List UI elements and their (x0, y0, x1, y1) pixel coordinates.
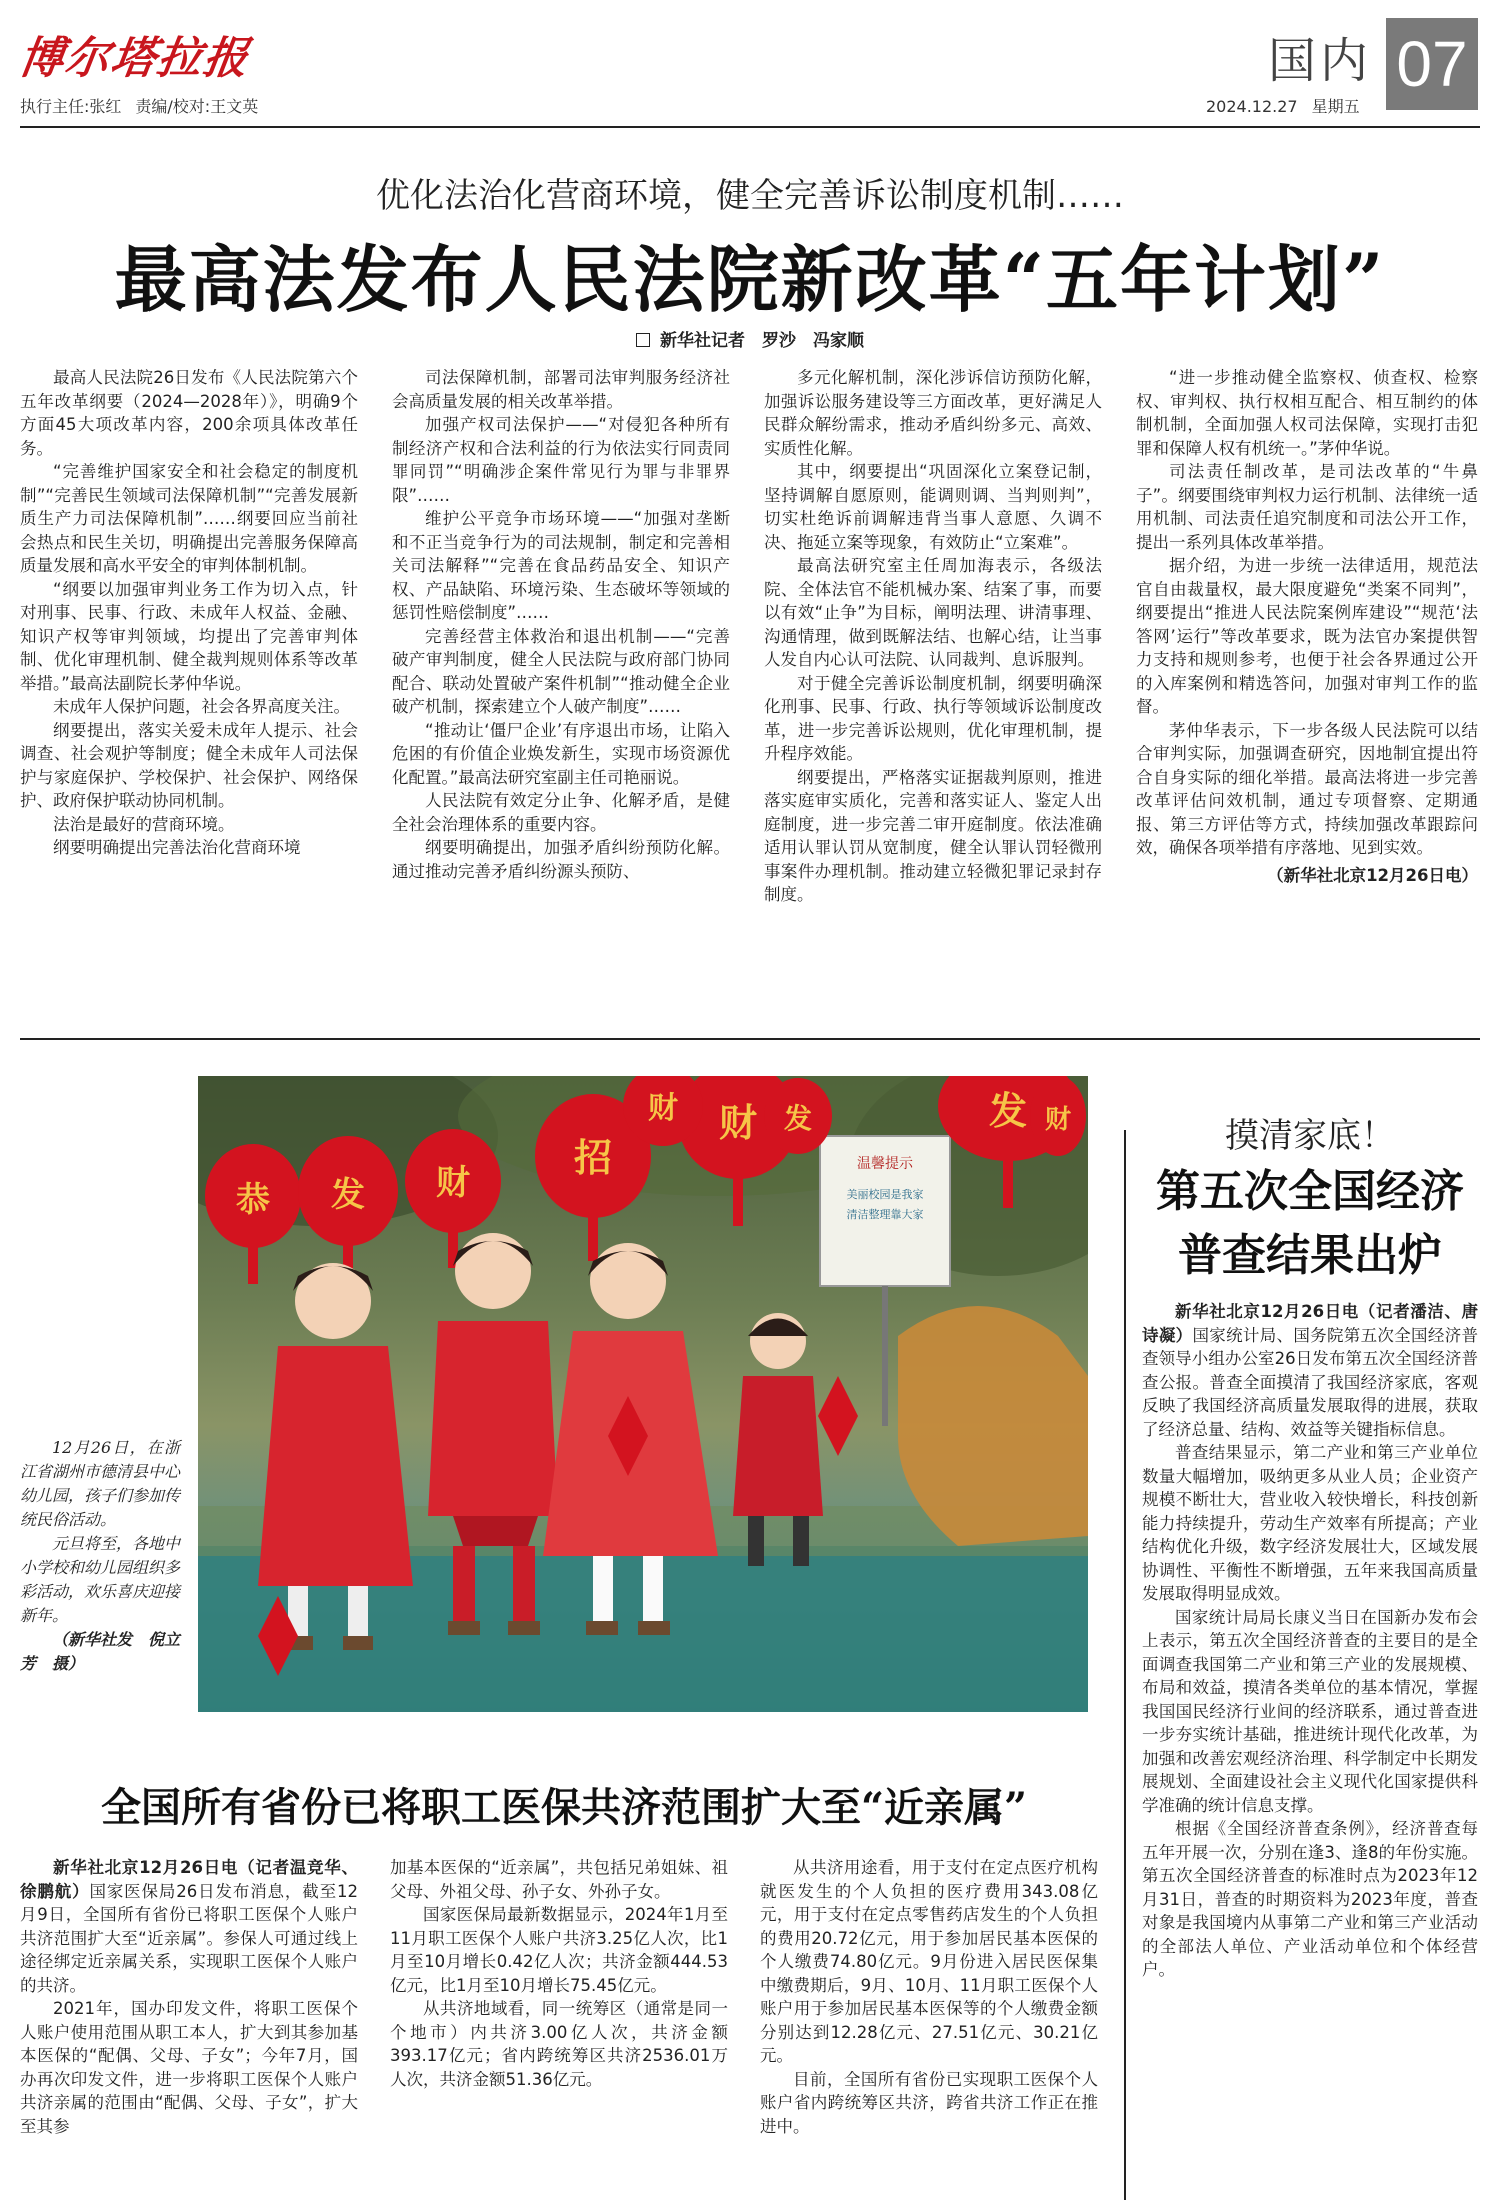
paragraph: 未成年人保护问题，社会各界高度关注。 (53, 697, 350, 716)
editor-credit: 责编/校对:王文英 (135, 97, 259, 116)
paragraph: 司法责任制改革，是司法改革的“牛鼻子”。纲要围绕审判权力运行机制、法律统一适用机制、司法责任追究制度和司法公开工作，提出一系列具体改革举措。 (1136, 462, 1478, 552)
paragraph: 目前，全国所有省份已实现职工医保个人账户省内跨统筹区共济，跨省共济工作正在推进中。 (760, 2069, 1098, 2136)
story3-headline: 第五次全国经济普查结果出炉 (1156, 1166, 1464, 1281)
editor-credit: 执行主任:张红 (20, 97, 122, 116)
paragraph: 纲要提出，严格落实证据裁判原则，推进落实庭审实质化，完善和落实证人、鉴定人出庭制度，进一步完善二审开庭制度。依法准确适用认罪认罚从宽制度，健全认罪认罚轻微刑事案件办理机制。推动建立轻微犯罪记录封存制度。 (764, 767, 1102, 904)
photo-credit: （新华社发 倪立芳 摄） (20, 1630, 181, 1673)
caption-text: 12月26日，在浙江省湖州市德清县中心幼儿园，孩子们参加传统民俗活动。 (20, 1438, 181, 1529)
paragraph: 加强产权司法保护——“对侵犯各种所有制经济产权和合法利益的行为依法实行同责同罪同罚”“明确涉企案件常见行为罪与非罪界限”…… (392, 415, 730, 505)
paragraph-text: 国家统计局、国务院第五次全国经济普查领导小组办公室26日发布第五次全国经济普查公报。普查全面摸清了我国经济家底，客观反映了我国经济高质量发展取得的进展，获取了经济总量、结构、效益等关键指标信息。 (1142, 1325, 1478, 1439)
paragraph: 国家医保局最新数据显示，2024年1月至11月职工医保个人账户共济3.25亿人次，比1月至10月增长0.42亿人次；共济金额444.53亿元，比1月至10月增长75.45亿元。 (390, 1905, 728, 1995)
lantern-character: 财 (436, 1163, 470, 1203)
lantern-character: 发 (988, 1088, 1028, 1133)
paragraph-text: 国家医保局26日发布消息，截至12月9日，全国所有省份已将职工医保个人账户共济范围扩大至“近亲属”。参保人可通过线上途径绑定近亲属关系，实现职工医保个人账户的共济。 (20, 1881, 358, 1995)
lead-column-2 (392, 366, 730, 1016)
lantern-character: 财 (648, 1091, 678, 1126)
lead-byline (0, 326, 1500, 351)
editor-credits (20, 94, 258, 117)
lantern-character: 恭 (236, 1180, 270, 1220)
paragraph: 加基本医保的“近亲属”，共包括兄弟姐妹、祖父母、外祖父母、孙子女、外孙子女。 (390, 1858, 728, 1901)
page-number: 07 (1386, 18, 1478, 110)
paragraph: 茅仲华表示，下一步各级人民法院可以结合审判实际，加强调查研究，因地制宜提出符合自身实际的细化举措。最高法将进一步完善改革评估问效机制，通过专项督察、定期通报、第三方评估等方式，持续加强改革跟踪问效，确保各项举措有序落地、见到实效。 (1136, 720, 1478, 857)
story2-headline: 全国所有省份已将职工医保共济范围扩大至“近亲属” (100, 1784, 1027, 1831)
news-photo (198, 1076, 1088, 1712)
paragraph: 多元化解机制，深化涉诉信访预防化解，加强诉讼服务建设等三方面改革，更好满足人民群众解纷需求，推动矛盾纠纷多元、高效、实质性化解。 (764, 368, 1102, 458)
column-divider (1124, 1130, 1126, 2200)
paragraph: “完善维护国家安全和社会稳定的制度机制”“完善民生领域司法保障机制”“完善发展新质生产力司法保障机制”……纲要回应当前社会热点和民生关切，明确提出完善服务保障高质量发展和高水平安全的审判体制机制。 (20, 462, 358, 575)
issue-date (1206, 94, 1360, 117)
masthead-divider (20, 126, 1480, 128)
paragraph: 人民法院有效定分止争、化解矛盾，是健全社会治理体系的重要内容。 (392, 791, 730, 834)
paragraph: “进一步推动健全监察权、侦查权、检察权、审判权、执行权相互配合、相互制约的体制机制，全面加强人权司法保障，实现打击犯罪和保障人权有机统一。”茅仲华说。 (1136, 368, 1478, 458)
byline-box-icon (636, 333, 650, 347)
paragraph: 据介绍，为进一步统一法律适用，规范法官自由裁量权，最大限度避免“类案不同判”，纲要提出“推进人民法院案例库建设”“规范‘法答网’运行”等改革要求，既为法官办案提供智力支持和规则参考，也便于社会各界通过公开的入库案例和精选答问，加强对审判工作的监督。 (1136, 556, 1478, 716)
photo-caption (20, 1436, 180, 1676)
weekday: 星期五 (1311, 97, 1360, 116)
sign-title: 温馨提示 (857, 1156, 913, 1172)
paragraph: 根据《全国经济普查条例》，经济普查每五年开展一次，分别在逢3、逢8的年份实施。第五次全国经济普查的标准时点为2023年12月31日，普查的时期资料为2023年度，普查对象是我国境内从事第二产业和第三产业活动的全部法人单位、产业活动单位和个体经营户。 (1142, 1819, 1478, 1979)
lantern (1030, 1076, 1086, 1156)
paragraph: 从共济用途看，用于支付在定点医疗机构就医发生的个人负担的医疗费用343.08亿元，用于支付在定点零售药店发生的个人负担的费用20.72亿元，用于参加居民基本医保的个人缴费74.80亿元。9月份进入居民医保集中缴费期后，9月、10月、11月职工医保个人账户用于参加居民基本医保等的个人缴费金额分别达到12.28亿元、27.51亿元、30.21亿元。 (760, 1858, 1098, 2065)
lantern (764, 1078, 832, 1154)
byline-text: 新华社记者 罗沙 冯家顺 (660, 331, 864, 351)
paragraph: “推动让‘僵尸企业’有序退出市场，让陷入危困的有价值企业焕发新生，实现市场资源优化配置。”最高法研究室副主任司艳丽说。 (392, 720, 730, 787)
caption-text: 元旦将至，各地中小学校和幼儿园组织多彩活动，欢乐喜庆迎接新年。 (20, 1534, 181, 1625)
paragraph: 普查结果显示，第二产业和第三产业单位数量大幅增加，吸纳更多从业人员；企业资产规模不断壮大，营业收入较快增长，科技创新能力持续提升，劳动生产效率有所提高；产业结构优化升级，数字经济发展壮大，区域发展协调性、平衡性不断增强，五年来我国高质量发展取得明显成效。 (1142, 1443, 1478, 1603)
paragraph: 完善经营主体救治和退出机制——“完善破产审判制度，健全人民法院与政府部门协同配合、联动处置破产案件机制”“推动健全企业破产机制，探索建立个人破产制度”…… (392, 626, 730, 716)
story2-column-2 (390, 1856, 728, 2196)
paragraph: 维护公平竞争市场环境——“加强对垄断和不正当竞争行为的司法规制，制定和完善相关司法解释”“完善在食品药品安全、知识产权、产品缺陷、环境污染、生态破坏等领域的惩罚性赔偿制度”…… (392, 509, 730, 622)
paragraph: 从共济地域看，同一统筹区（通常是同一个地市）内共济3.00亿人次，共济金额393.17亿元；省内跨统筹区共济2536.01万人次，共济金额51.36亿元。 (390, 1999, 728, 2089)
lead-column-3 (764, 366, 1102, 1016)
newspaper-logo: 博尔塔拉报 (15, 33, 253, 84)
dateline: 新华社北京12月26日电（记者潘洁、唐诗凝） (1142, 1302, 1478, 1345)
photo-illustration (198, 1076, 1088, 1712)
paragraph: “纲要以加强审判业务工作为切入点，针对刑事、民事、行政、未成年人权益、金融、知识产权等审判领域，均提出了完善审判体制、优化审理机制、健全裁判规则体系等改革举措。”最高法副院长茅仲华说。 (20, 579, 358, 693)
lantern-character: 发 (783, 1102, 813, 1135)
lantern-character: 发 (331, 1175, 365, 1215)
sign-line: 美丽校园是我家 (846, 1188, 924, 1201)
paragraph: 对于健全完善诉讼制度机制，纲要明确深化刑事、民事、行政、执行等领域诉讼制度改革，进一步完善诉讼规则，优化审理机制，提升程序效能。 (764, 673, 1102, 763)
paragraph: 其中，纲要提出“巩固深化立案登记制，坚持调解自愿原则，能调则调、当判则判”，切实杜绝诉前调解违背当事人意愿、久调不决、拖延立案等现象，有效防止“立案难”。 (764, 462, 1102, 552)
dateline: 新华社北京12月26日电（记者温竞华、徐鹏航） (20, 1858, 358, 1901)
paragraph: 纲要提出，落实关爱未成年人提示、社会调查、社会观护等制度；健全未成年人司法保护与家庭保护、学校保护、社会保护、网络保护、政府保护联动协同机制。 (20, 720, 358, 810)
story2-column-1 (20, 1856, 358, 2196)
paragraph: 国家统计局局长康义当日在国新办发布会上表示，第五次全国经济普查的主要目的是全面调查我国第二产业和第三产业的发展规模、布局和效益，摸清各类单位的基本情况，掌握我国国民经济行业间的经济联系，通过普查进一步夯实统计基础，推进统计现代化改革，为加强和改善宏观经济治理、科学制定中长期发展规划、全面建设社会主义现代化国家提供科学准确的统计信息支撑。 (1142, 1607, 1478, 1815)
date: 2024.12.27 (1206, 97, 1298, 116)
paragraph: 纲要明确提出，加强矛盾纠纷预防化解。通过推动完善矛盾纠纷源头预防、 (392, 838, 730, 881)
paragraph: 司法保障机制，部署司法审判服务经济社会高质量发展的相关改革举措。 (392, 368, 730, 411)
story3-column (1142, 1300, 1478, 2200)
lantern-character: 招 (573, 1135, 613, 1180)
lantern (298, 1136, 398, 1286)
lead-kicker: 优化法治化营商环境，健全完善诉讼制度机制…… (376, 176, 1124, 216)
story2-column-3 (760, 1856, 1098, 2196)
paragraph: 纲要明确提出完善法治化营商环境 (53, 838, 301, 857)
section-divider (20, 1038, 1480, 1040)
paragraph: 最高法研究室主任周加海表示，各级法院、全体法官不能机械办案、结案了事，而要以有效“止争”为目标，阐明法理、讲清事理、沟通情理，做到既解法结、也解心结，让当事人发自内心认可法院、认同裁判、息诉服判。 (764, 556, 1102, 669)
lantern-character: 财 (1044, 1105, 1072, 1135)
lantern (205, 1144, 301, 1284)
lead-dateline: （新华社北京12月26日电） (1267, 865, 1478, 885)
section-name: 国内 (1268, 33, 1373, 89)
lead-headline: 最高法发布人民法院新改革“五年计划” (114, 237, 1386, 322)
paragraph: 2021年，国办印发文件，将职工医保个人账户使用范围从职工本人，扩大到其参加基本医保的“配偶、父母、子女”；今年7月，国办再次印发文件，进一步将职工医保个人账户共济亲属的范围由“配偶、父母、子女”，扩大至其参 (20, 1999, 358, 2136)
lantern-character: 财 (718, 1100, 758, 1145)
sign-line: 清洁整理靠大家 (846, 1208, 924, 1221)
story3-kicker: 摸清家底！ (1225, 1116, 1395, 1156)
paragraph: 法治是最好的营商环境。 (53, 814, 235, 834)
lead-column-4 (1136, 366, 1478, 1016)
paragraph: 最高人民法院26日发布《人民法院第六个五年改革纲要（2024—2028年）》，明确9个方面45大项改革内容，200余项具体改革任务。 (20, 368, 358, 458)
lead-column-1 (20, 366, 358, 1016)
